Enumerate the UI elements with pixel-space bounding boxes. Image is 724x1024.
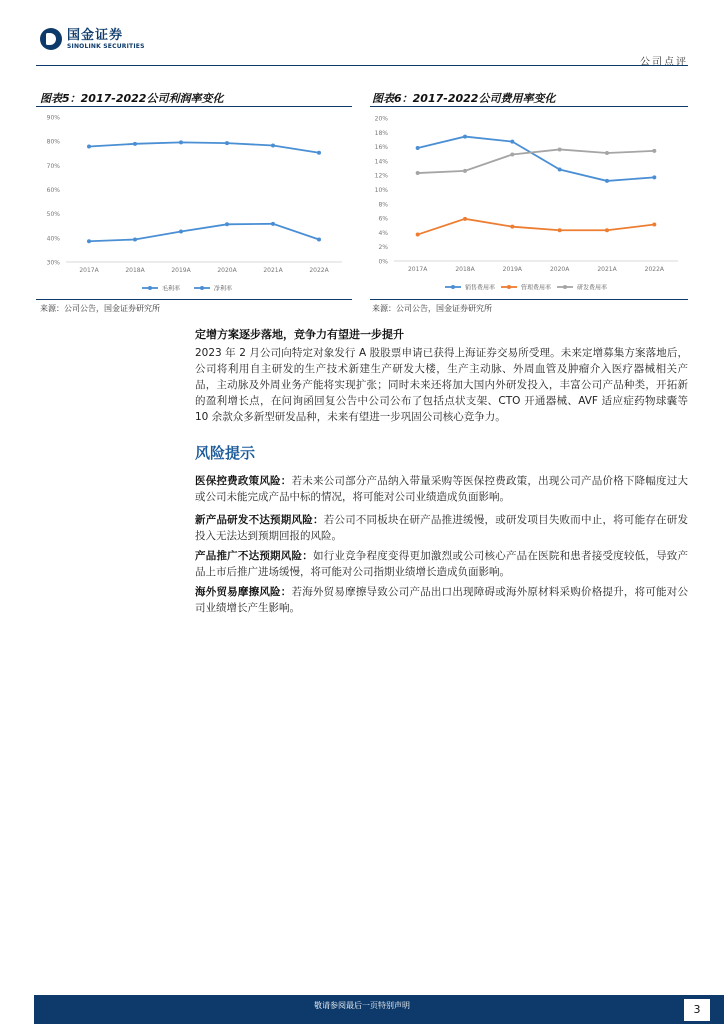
x-tick-label: 2021A [597,266,617,273]
data-point [652,149,656,153]
series-line [89,224,319,241]
legend-marker [451,285,455,289]
data-point [605,179,609,183]
legend-label: 销售费用率 [465,284,496,292]
legend-label: 研发费用率 [577,284,608,292]
data-point [133,238,137,242]
legend-label: 毛利率 [162,285,181,293]
x-tick-label: 2017A [407,266,428,273]
data-point [179,140,183,144]
logo-chinese-name: 国金证券 [67,27,124,43]
series-line [418,149,655,173]
data-point [652,175,656,179]
profit-margin-chart [36,110,352,295]
x-tick-label: 2019A [171,267,191,274]
y-tick-label: 60% [46,187,60,194]
risk-item [195,584,688,616]
risk-text: 如行业竞争程度变得更加激烈或公司核心产品在医院和患者接受度较低，导致产品上市后推广进场缓慢，将可能对公司指期业绩增长造成负面影响。 [195,550,689,578]
legend-label: 净利率 [214,285,233,293]
risk-label: 产品推广不达预期风险： [195,550,313,562]
risk-item [195,473,688,505]
x-tick-label: 2018A [125,267,145,274]
y-tick-label: 40% [46,235,60,243]
risk-text: 若公司不同板块在研产品推进缓慢，或研发项目失败而中止，将可能存在研发投入无法达到预期回报的风险。 [195,514,689,542]
y-tick-label: 8% [378,201,388,209]
x-tick-label: 2017A [79,267,99,274]
x-tick-label: 2020A [217,267,237,274]
figure5-title: 图表5：2017-2022公司利润率变化 [40,92,224,105]
logo-icon [40,28,62,50]
risk-text: 若海外贸易摩擦导致公司产品出口出现障碍或海外原材料采购价格提升，将可能对公司业绩增长产生影响。 [195,586,688,614]
x-tick-label: 2018A [455,266,475,273]
risk-item [195,512,688,544]
data-point [463,217,467,221]
y-tick-label: 80% [46,138,60,146]
series-line [418,137,655,181]
figure6-title-rule [370,106,688,107]
x-tick-label: 2021A [263,267,283,274]
data-point [652,223,656,227]
footer-disclaimer: 敬请参阅最后一页特别声明 [314,1001,410,1010]
x-tick-label: 2020A [549,266,570,273]
data-point [416,171,420,175]
section-heading: 定增方案逐步落地，竞争力有望进一步提升 [195,328,404,341]
data-point [510,140,514,144]
data-point [87,144,91,148]
document-type: 公司点评 [640,57,688,68]
data-point [416,146,420,150]
figure6-title: 图表6：2017-2022公司费用率变化 [372,92,556,105]
expense-ratio-chart [370,110,688,295]
risk-label: 医保控费政策风险： [195,475,292,487]
risk-label: 新产品研发不达预期风险： [195,514,324,526]
data-point [179,230,183,234]
data-point [558,167,562,171]
data-point [225,222,229,226]
risk-label: 海外贸易摩擦风险： [195,586,292,598]
legend-label: 管理费用率 [521,284,552,292]
figure6-source-rule [370,299,688,300]
data-point [558,228,562,232]
data-point [510,152,514,156]
legend-marker [563,285,567,289]
data-point [605,151,609,155]
figure5-title-rule [36,106,352,107]
series-line [418,219,655,235]
y-tick-label: 10% [374,187,388,194]
data-point [463,135,467,139]
data-point [87,239,91,243]
data-point [416,233,420,237]
y-tick-label: 2% [378,244,388,252]
data-point [558,147,562,151]
risk-item [195,548,688,580]
figure5-source: 来源：公司公告，国金证券研究所 [40,304,160,313]
series-line [89,142,319,152]
data-point [271,222,275,226]
y-tick-label: 12% [374,172,388,180]
y-tick-label: 50% [46,211,60,219]
y-tick-label: 6% [378,215,388,223]
data-point [317,238,321,242]
legend-marker [148,286,152,290]
y-tick-label: 30% [46,259,60,267]
legend-marker [200,286,204,290]
risk-text: 若未来公司部分产品纳入带量采购等医保控费政策，出现公司产品价格下降幅度过大或公司未能完成产品中标的情况，将可能对公司业绩造成负面影响。 [195,475,688,503]
data-point [510,225,514,229]
x-tick-label: 2022A [309,267,329,274]
y-tick-label: 4% [378,229,388,237]
y-tick-label: 70% [46,162,60,170]
data-point [317,151,321,155]
y-tick-label: 0% [378,258,388,266]
figure6-source: 来源：公司公告，国金证券研究所 [372,304,492,313]
figure5-source-rule [36,299,352,300]
x-tick-label: 2019A [502,266,523,273]
data-point [463,169,467,173]
section-paragraph: 2023 年 2 月公司向特定对象发行 A 股股票申请已获得上海证券交易所受理。未来定增募集方案落地后，公司将利用自主研发的生产技术新建生产研发大楼，生产主动脉、外周血管及肿瘤介入医疗器械相关产品，主动脉及外周业务产能将实现扩张；同时未来还将加大国内外研发投入，丰富公司产品种类，开拓新的盈利增长点，在问询函回复公告中公司公布了包括点状支架、CTO 开通器械、AVF 适应症药物球囊等 10 余款众多新型研发品种，未来有望进一步巩固公司核心竞争力。 [195,347,688,423]
data-point [605,228,609,232]
data-point [225,141,229,145]
company-logo [40,28,145,50]
data-point [133,142,137,146]
logo-english-name: SINOLINK SECURITIES [67,42,145,50]
y-tick-label: 16% [374,144,388,152]
x-tick-label: 2022A [644,266,665,273]
header-divider [36,65,688,66]
legend-marker [507,285,511,289]
page-number: 3 [684,999,710,1021]
y-tick-label: 20% [374,115,388,123]
data-point [271,144,275,148]
y-tick-label: 90% [46,114,60,122]
y-tick-label: 14% [374,158,388,166]
risk-title: 风险提示 [195,444,256,462]
y-tick-label: 18% [374,129,388,137]
